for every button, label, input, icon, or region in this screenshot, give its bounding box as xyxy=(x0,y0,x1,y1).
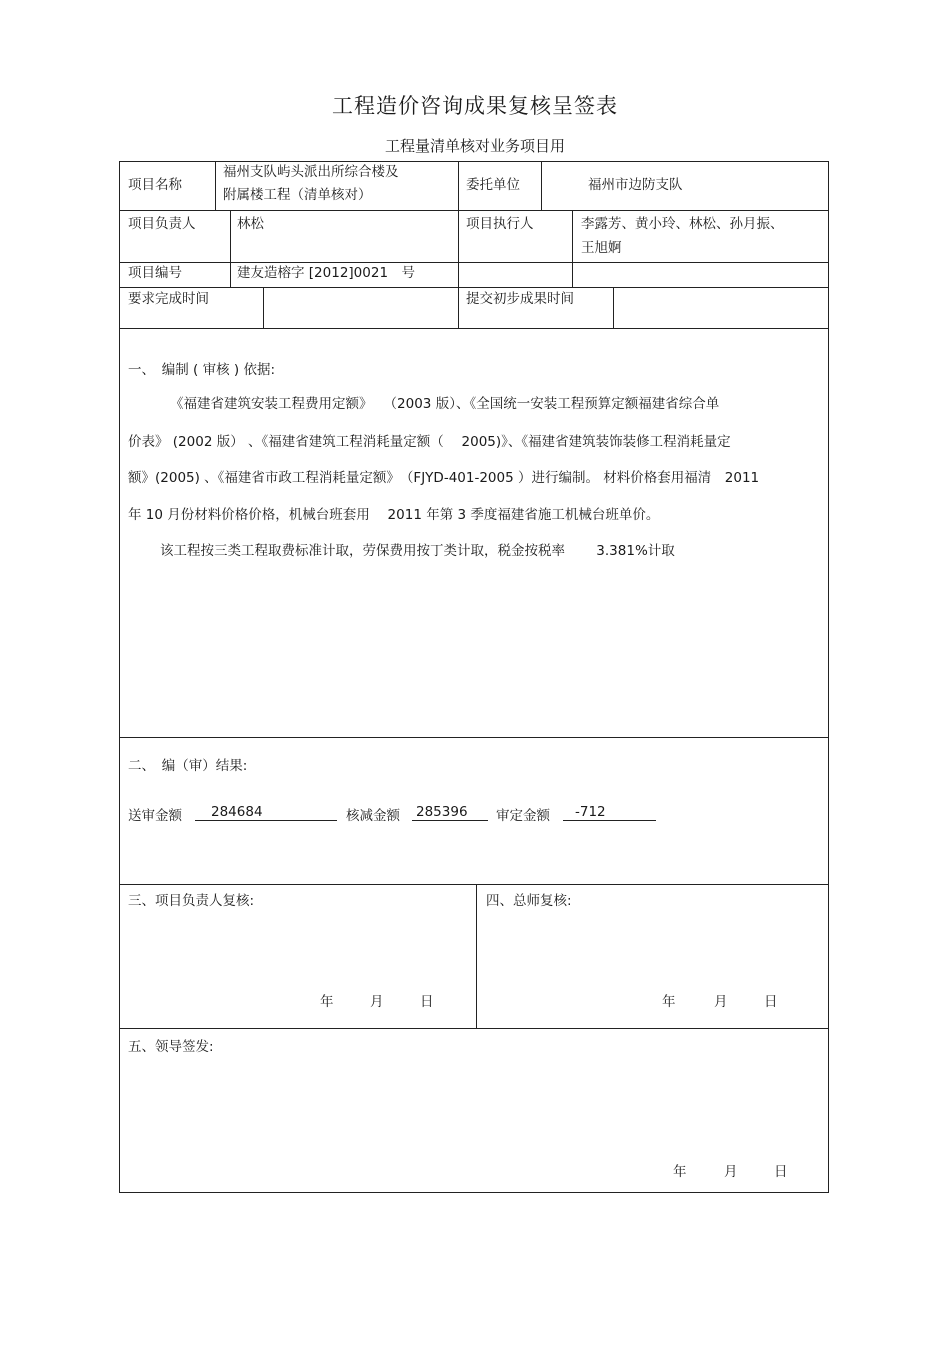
project-name-label: 项目名称 xyxy=(128,177,182,193)
chief-review-day: 日 xyxy=(764,994,778,1010)
row-divider xyxy=(120,287,828,288)
col-divider xyxy=(572,210,573,287)
due-time-label: 要求完成时间 xyxy=(128,291,209,307)
basis-text-line: 年 10 月份材料价格价格，机械台班套用 2011 年第 3 季度福建省施工机械台班单价。 xyxy=(128,507,660,523)
basis-heading: 一、 编制 ( 审核 ) 依据: xyxy=(128,362,275,378)
page-subtitle: 工程量清单核对业务项目用 xyxy=(384,137,565,155)
section-divider xyxy=(120,1028,828,1029)
basis-text-line: 价表》 (2002 版） 、《福建省建筑工程消耗量定额（ 2005)》、《福建省建筑装饰装修工程消耗量定 xyxy=(128,434,731,450)
chief-review-month: 月 xyxy=(714,994,728,1010)
col-divider xyxy=(263,287,264,328)
leader-review-day: 日 xyxy=(420,994,434,1010)
section-divider xyxy=(120,737,828,738)
col-divider xyxy=(541,162,542,210)
approved-amount-label: 审定金额 xyxy=(496,808,550,824)
page-title: 工程造价咨询成果复核呈签表 xyxy=(332,94,618,118)
basis-text-line: 《福建省建筑安装工程费用定额》 （2003 版）、《全国统一安装工程预算定额福建省综合单 xyxy=(170,396,720,412)
row-divider xyxy=(120,210,828,211)
submitted-amount-value: 284684 xyxy=(195,804,337,821)
approval-form-table xyxy=(119,161,829,1193)
col-divider xyxy=(613,287,614,328)
signoff-day: 日 xyxy=(774,1164,788,1180)
signoff-year: 年 xyxy=(673,1164,687,1180)
row-divider xyxy=(120,328,828,329)
reduced-amount-label: 核减金额 xyxy=(346,808,400,824)
project-name-value: 福州支队屿头派出所综合楼及 xyxy=(223,164,399,180)
col-divider xyxy=(476,884,477,1028)
basis-text-line: 该工程按三类工程取费标准计取，劳保费用按丁类计取，税金按税率 3.381%计取 xyxy=(160,543,675,559)
section-divider xyxy=(120,884,828,885)
reduced-amount-value: 285396 xyxy=(412,804,488,821)
signoff-month: 月 xyxy=(724,1164,738,1180)
chief-review-year: 年 xyxy=(662,994,676,1010)
result-heading: 二、 编（审）结果: xyxy=(128,758,248,774)
leader-value: 林松 xyxy=(237,216,264,232)
executor-value-line2: 王旭婀 xyxy=(581,240,622,256)
col-divider xyxy=(458,287,459,328)
client-value: 福州市边防支队 xyxy=(588,177,683,193)
approved-amount-value: -712 xyxy=(563,804,656,821)
submit-time-label: 提交初步成果时间 xyxy=(466,291,574,307)
basis-text-line: 额》(2005) 、《福建省市政工程消耗量定额》 （FJYD-401-2005 ）进行编制。 材料价格套用福清 2011 xyxy=(128,470,760,486)
chief-review-heading: 四、总师复核: xyxy=(486,893,572,909)
leader-review-heading: 三、项目负责人复核: xyxy=(128,893,255,909)
col-divider xyxy=(215,162,216,210)
client-label: 委托单位 xyxy=(466,177,520,193)
row-divider xyxy=(120,262,828,263)
leader-label: 项目负责人 xyxy=(128,216,196,232)
project-code-value: 建友造榕字 [2012]0021 号 xyxy=(237,265,416,281)
col-divider xyxy=(458,162,459,287)
submitted-amount-label: 送审金额 xyxy=(128,808,182,824)
executor-label: 项目执行人 xyxy=(466,216,534,232)
leader-review-month: 月 xyxy=(370,994,384,1010)
project-name-value-line2: 附属楼工程（清单核对） xyxy=(223,187,372,203)
project-code-label: 项目编号 xyxy=(128,265,182,281)
col-divider xyxy=(230,210,231,287)
leader-review-year: 年 xyxy=(320,994,334,1010)
leadership-signoff-heading: 五、领导签发: xyxy=(128,1039,214,1055)
executor-value: 李露芳、黄小玲、林松、孙月振、 xyxy=(581,216,784,232)
